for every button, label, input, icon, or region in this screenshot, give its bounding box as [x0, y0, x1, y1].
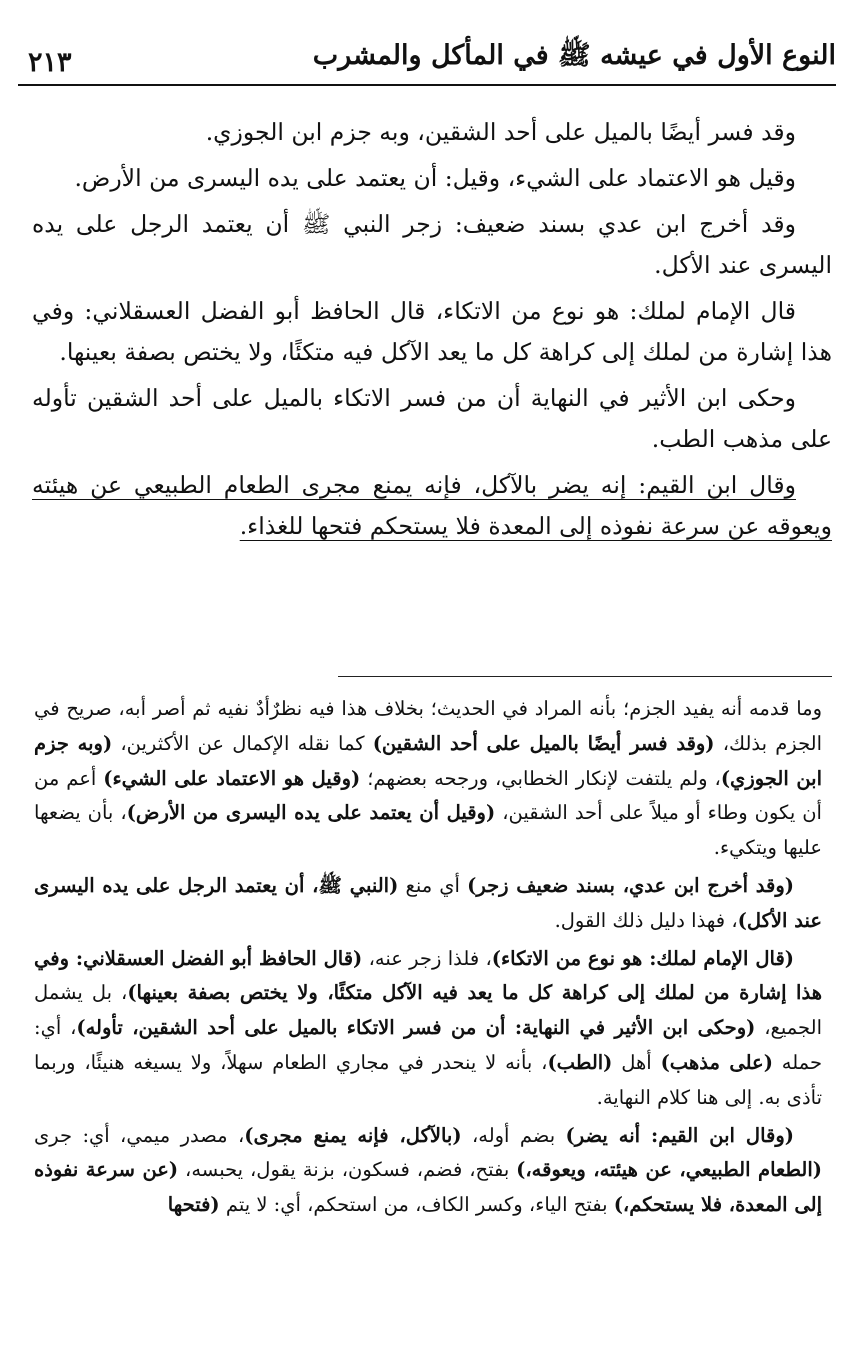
- matn-paragraph: قال الإمام لملك: هو نوع من الاتكاء، قال الحافظ أبو الفضل العسقلاني: وفي هذا إشارة من لملك إلى كراهة كل ما يعد الآكل فيه متكئًا، ولا يختص بصفة بعينها.: [32, 297, 832, 366]
- commentary-segment: ، فهذا دليل ذلك القول.: [554, 908, 738, 932]
- commentary-paragraph: [34, 692, 822, 866]
- quoted-matn: (وقال ابن القيم: أنه يضر): [565, 1123, 795, 1147]
- commentary-segment: ، أي: حمله: [34, 1016, 822, 1074]
- quoted-matn: (عن سرعة نفوذه إلى المعدة، فلا يستحكم،): [34, 1158, 822, 1217]
- commentary-segment: ، مصدر ميمي، أي: جرى: [34, 1123, 245, 1147]
- quoted-matn: (وحكى ابن الأثير في النهاية: أن من فسر الاتكاء بالميل على أحد الشقين، تأوله): [76, 1016, 756, 1040]
- quoted-matn: (بالآكل، فإنه يمنع مجرى): [244, 1123, 462, 1147]
- quoted-matn: (النبي ﷺ، أن يعتمد الرجل على يده اليسرى عند الأكل): [34, 873, 822, 932]
- main-text: [32, 112, 832, 672]
- commentary-paragraph: [34, 1119, 822, 1223]
- quoted-matn: (وقد فسر أيضًا بالميل على أحد الشقين): [372, 731, 715, 755]
- quoted-matn: (وقد أخرج ابن عدي، بسند ضعيف زجر): [467, 873, 795, 897]
- quoted-matn: (قال الحافظ أبو الفضل العسقلاني: وفي هذا إشارة من لملك إلى كراهة كل ما يعد فيه الآكل متكئًا، ولا يختص بصفة بعينها): [34, 946, 822, 1005]
- commentary-segment: أي منع: [398, 873, 468, 897]
- matn-paragraph: وقد أخرج ابن عدي بسند ضعيف: زجر النبي ﷺ أن يعتمد الرجل على يده اليسرى عند الأكل.: [32, 210, 832, 279]
- commentary-segment: بفتح، فضم، فسكون، بزنة يقول، يحبسه،: [178, 1158, 517, 1182]
- quoted-matn: (على مذهب): [660, 1050, 773, 1074]
- commentary-paragraph: [34, 942, 822, 1116]
- commentary-segment: أعم من أن يكون وطاء أو ميلاً على أحد الشقين،: [34, 766, 822, 825]
- commentary-text: [34, 692, 822, 1332]
- running-title: النوع الأول في عيشه ﷺ في المأكل والمشرب: [312, 40, 836, 71]
- quoted-matn: (وبه جزم ابن الجوزي): [34, 731, 823, 790]
- quoted-matn: (فتحها: [167, 1193, 220, 1217]
- commentary-segment: بفتح الياء، وكسر الكاف، من استحكم، أي: لا يتم: [219, 1193, 614, 1217]
- quoted-matn: (وقيل هو الاعتماد على الشيء): [103, 766, 361, 790]
- page-number: ٢١٣: [28, 47, 72, 78]
- commentary-segment: ، فلذا زجر عنه،: [362, 946, 492, 970]
- commentary-segment: ، بأن يضعها عليها ويتكيء.: [34, 801, 822, 860]
- commentary-segment: أهل: [612, 1050, 661, 1074]
- matn-paragraph: وقال ابن القيم: إنه يضر بالآكل، فإنه يمنع مجرى الطعام الطبيعي عن هيئته ويعوقه عن سرعة نفوذه إلى المعدة فلا يستحكم فتحها للغذاء.: [32, 471, 832, 540]
- commentary-paragraph: [34, 869, 822, 939]
- commentary-segment: ، ولم يلتفت لإنكار الخطابي، ورجحه بعضهم؛: [360, 766, 721, 790]
- quoted-matn: (الطعام الطبيعي، عن هيئته، ويعوقه،): [516, 1158, 822, 1182]
- commentary-segment: وما قدمه أنه يفيد الجزم؛ بأنه المراد في الحديث؛ بخلاف هذا فيه نظرٌأدٌ نفيه ثم أصر أبه، صريح في الجزم بذلك،: [34, 697, 823, 755]
- quoted-matn: (الطب): [547, 1050, 613, 1074]
- footnote-divider: [338, 676, 832, 677]
- commentary-segment: ، بل يشمل الجميع،: [34, 981, 822, 1040]
- matn-paragraph: وقد فسر أيضًا بالميل على أحد الشقين، وبه جزم ابن الجوزي.: [205, 118, 796, 146]
- page-header: [18, 32, 836, 86]
- matn-paragraph: وقيل هو الاعتماد على الشيء، وقيل: أن يعتمد على يده اليسرى من الأرض.: [74, 164, 796, 192]
- quoted-matn: (وقيل أن يعتمد على يده اليسرى من الأرض): [126, 801, 496, 825]
- quoted-matn: (قال الإمام لملك: هو نوع من الاتكاء): [491, 946, 794, 970]
- commentary-segment: كما نقله الإكمال عن الأكثرين،: [112, 731, 373, 755]
- commentary-segment: بضم أوله،: [461, 1123, 566, 1147]
- matn-paragraph: وحكى ابن الأثير في النهاية أن من فسر الاتكاء بالميل على أحد الشقين تأوله على مذهب الطب.: [32, 384, 832, 453]
- commentary-segment: ، بأنه لا ينحدر في مجاري الطعام سهلاً، ولا يسيغه هنيئًا، وربما تأذى به. إلى هنا كلام النهاية.: [34, 1050, 822, 1109]
